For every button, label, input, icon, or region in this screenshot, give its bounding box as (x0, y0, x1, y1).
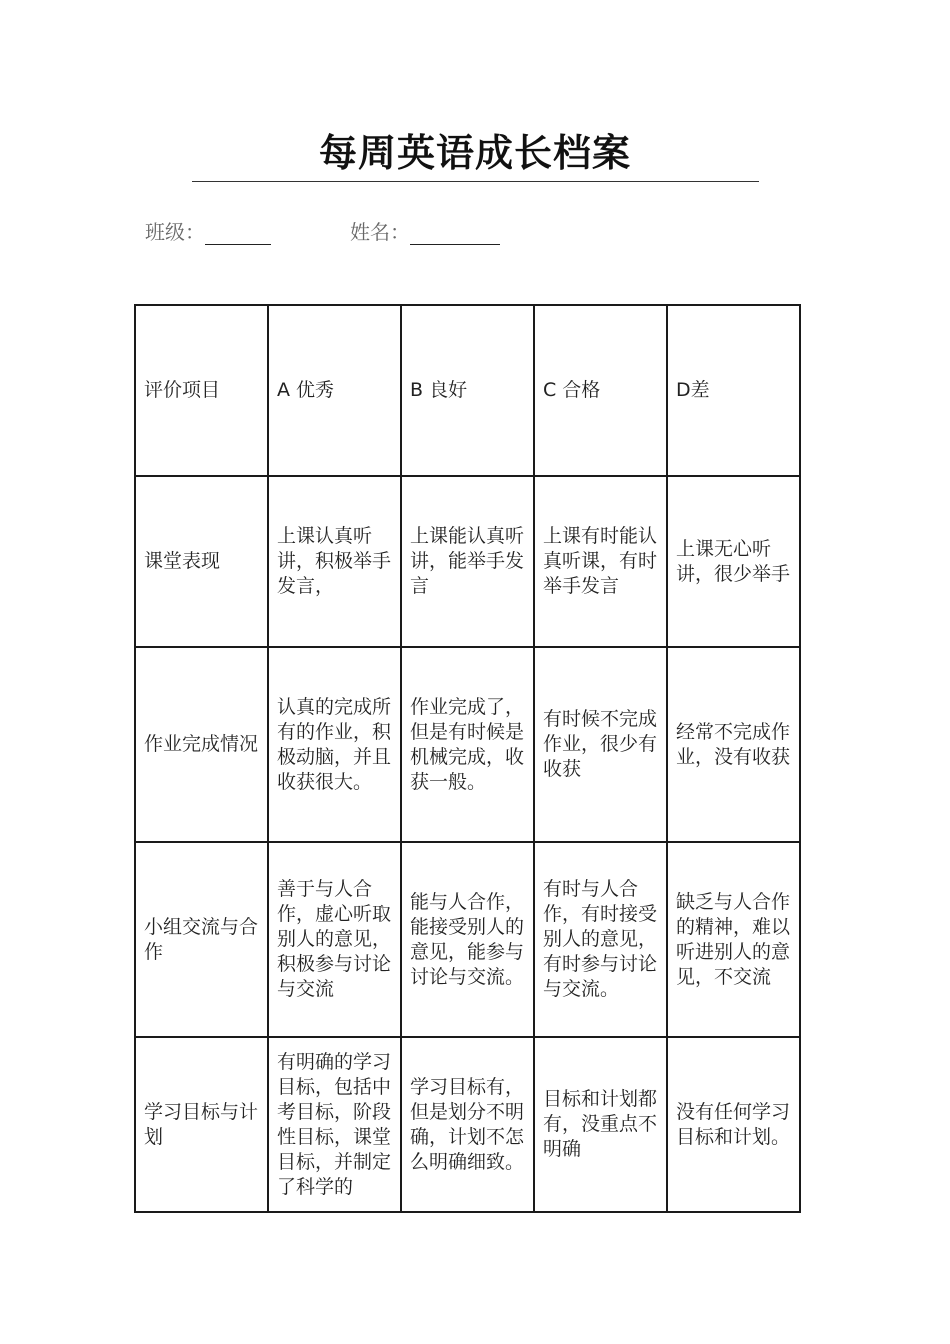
table-cell: 认真的完成所有的作业，积极动脑，并且收获很大。 (268, 647, 401, 842)
table-cell: 上课能认真听讲，能举手发言 (401, 476, 534, 647)
table-cell: 作业完成了，但是有时候是机械完成，收获一般。 (401, 647, 534, 842)
table-cell: 经常不完成作业，没有收获 (667, 647, 800, 842)
name-field (350, 216, 500, 245)
row-label: 小组交流与合作 (135, 842, 268, 1037)
title-underline (192, 181, 759, 182)
table-cell: 学习目标有，但是划分不明确，计划不怎么明确细致。 (401, 1037, 534, 1212)
name-label: 姓名： (350, 220, 410, 244)
table-cell: 善于与人合作，虚心听取别人的意见，积极参与讨论与交流 (268, 842, 401, 1037)
header-cell-b: B 良好 (401, 305, 534, 476)
table-cell: 上课有时能认真听课，有时举手发言 (534, 476, 667, 647)
table-cell: 有时与人合作，有时接受别人的意见，有时参与讨论与交流。 (534, 842, 667, 1037)
evaluation-table (134, 304, 801, 1213)
table-cell: 缺乏与人合作的精神，难以听进别人的意见，不交流 (667, 842, 800, 1037)
table-cell: 上课无心听讲，很少举手 (667, 476, 800, 647)
header-cell-d: D差 (667, 305, 800, 476)
table-row (135, 842, 800, 1037)
table-cell: 有时候不完成作业，很少有收获 (534, 647, 667, 842)
header-cell-item: 评价项目 (135, 305, 268, 476)
row-label: 学习目标与计划 (135, 1037, 268, 1212)
table-cell: 能与人合作，能接受别人的意见，能参与讨论与交流。 (401, 842, 534, 1037)
table-row (135, 647, 800, 842)
class-label: 班级： (145, 220, 205, 244)
row-label: 课堂表现 (135, 476, 268, 647)
name-blank[interactable] (410, 220, 500, 245)
table-header-row (135, 305, 800, 476)
table-row (135, 476, 800, 647)
row-label: 作业完成情况 (135, 647, 268, 842)
table-cell: 有明确的学习目标，包括中考目标，阶段性目标，课堂目标，并制定了科学的 (268, 1037, 401, 1212)
header-cell-c: C 合格 (534, 305, 667, 476)
table-cell: 目标和计划都有，没重点不明确 (534, 1037, 667, 1212)
table-row (135, 1037, 800, 1212)
table-cell: 没有任何学习目标和计划。 (667, 1037, 800, 1212)
class-blank[interactable] (205, 220, 271, 245)
table-cell: 上课认真听讲，积极举手发言， (268, 476, 401, 647)
header-cell-a: A 优秀 (268, 305, 401, 476)
document-title: 每周英语成长档案 (318, 130, 631, 175)
class-field (145, 216, 271, 245)
